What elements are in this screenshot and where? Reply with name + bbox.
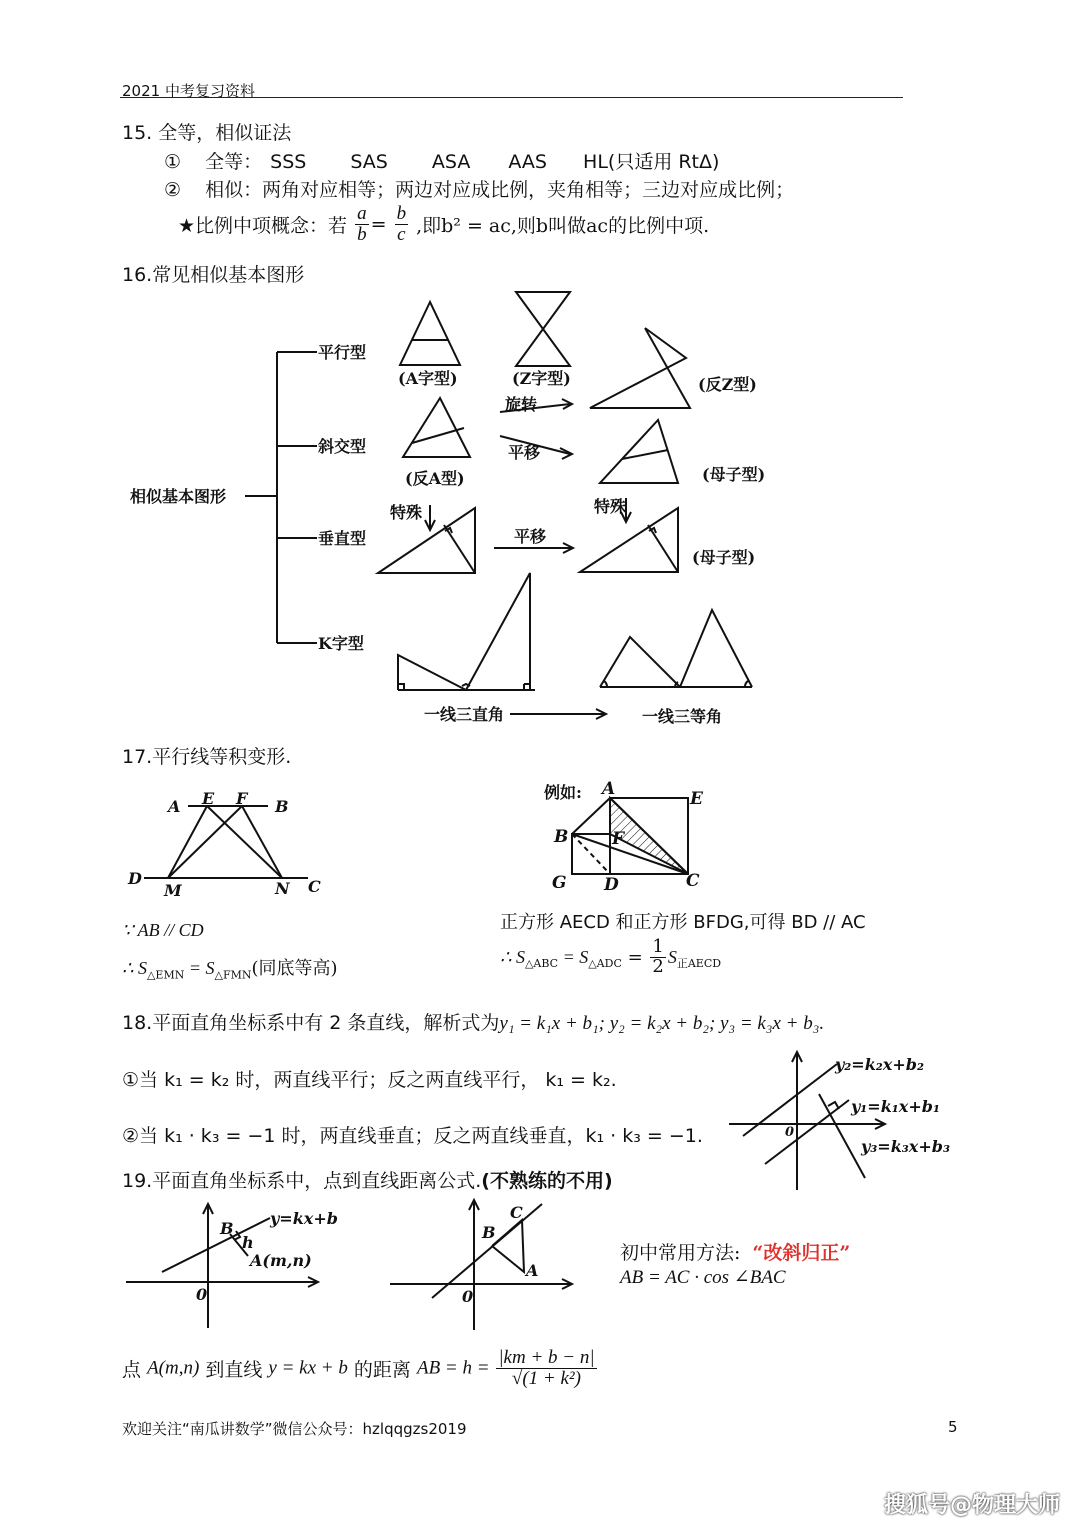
sq-c: C: [686, 871, 700, 891]
pt-c: C: [308, 877, 321, 896]
star-prefix: ★比例中项概念：若: [178, 214, 348, 237]
frac-den-c: c: [397, 223, 406, 245]
f1-a: A(m,n): [250, 1251, 312, 1270]
f1-h: h: [242, 1233, 254, 1252]
pt-m: M: [164, 881, 182, 900]
s17-half: [650, 938, 665, 977]
dist-lhs: AB = h =: [416, 1357, 495, 1379]
dist-mid2: 的距离: [353, 1358, 411, 1381]
s17-area-relation: [500, 938, 721, 977]
frac-a-b: [355, 204, 369, 245]
frac-num-a: a: [357, 203, 367, 224]
dist-den: √(1 + k²): [511, 1367, 581, 1389]
method-formula: AB = AC · cos ∠BAC: [620, 1267, 786, 1288]
s17-r-sub2: △ADC: [588, 956, 622, 970]
label-z-type: (Z字型): [512, 369, 571, 388]
section-15-item2: [164, 175, 794, 202]
s17-r-s3: S: [667, 946, 677, 967]
frac-num-b: b: [396, 203, 407, 224]
s17-r-s1: ∴ S: [500, 946, 525, 967]
section-15-item1: [164, 147, 719, 174]
s17-r-sub3: 正AECD: [676, 956, 722, 970]
s19-title-text: 19.平面直角坐标系中，点到直线距离公式.: [122, 1170, 482, 1192]
label-one-line-three-equal: 一线三等角: [642, 707, 723, 726]
s18-parallel-rule: ①当 k₁ = k₂ 时，两直线平行；反之两直线平行， k₁ = k₂.: [122, 1069, 617, 1091]
s17-r-eq: =: [621, 946, 649, 968]
s17-s2: = S: [184, 958, 215, 978]
label-anti-z: (反Z型): [698, 375, 757, 394]
footer-follow: 欢迎关注“南瓜讲数学”微信公众号：hzlqqgzs2019: [122, 1420, 467, 1438]
half-den: 2: [652, 955, 664, 977]
sq-a: A: [602, 779, 616, 799]
page-number: 5: [948, 1418, 958, 1436]
pt-f: F: [236, 789, 248, 808]
branch-perpendicular: 垂直型: [318, 529, 367, 548]
watermark: 搜狐号@物理大师: [884, 1493, 1061, 1518]
method-name: “改斜归正”: [752, 1242, 851, 1264]
branch-k-type: K字型: [318, 634, 364, 653]
label-translate-1: 平移: [508, 443, 541, 462]
three-lines-graph: [725, 1048, 965, 1194]
sq-b: B: [554, 827, 569, 847]
example-label: 例如:: [544, 783, 582, 802]
f2-c: C: [510, 1203, 523, 1222]
section-18-title: [122, 1008, 824, 1035]
dist-line: y = kx + b: [268, 1357, 348, 1379]
tree-root-label: 相似基本图形: [130, 487, 227, 506]
s17-r-sub1: △ABC: [524, 956, 559, 970]
label-translate-2: 平移: [514, 527, 547, 546]
f1-line-label: y=kx+b: [270, 1209, 338, 1228]
trapezoid-figure: [110, 780, 370, 900]
pt-e: E: [202, 789, 215, 808]
circle-1: ①: [164, 151, 182, 173]
header-rule: [120, 97, 903, 98]
s17-square-statement: 正方形 AECD 和正方形 BFDG,可得 BD // AC: [500, 912, 866, 933]
frac-b-c: [395, 204, 409, 245]
pt-d: D: [128, 869, 142, 888]
pt-n: N: [275, 879, 290, 898]
sq-d: D: [604, 875, 619, 895]
section-17-title: 17.平行线等积变形.: [122, 746, 292, 768]
branch-oblique: 斜交型: [318, 437, 367, 456]
label-special-2: 特殊: [594, 497, 627, 516]
item1-label: 全等：: [205, 151, 263, 173]
cong-sas: SAS: [350, 151, 388, 173]
similar-figures-diagram: [0, 280, 1080, 740]
dist-mid: 到直线: [205, 1358, 263, 1381]
cong-hl: HL(只适用 RtΔ): [583, 151, 720, 173]
section-16-title: 16.常见相似基本图形: [122, 264, 305, 286]
method-line: [620, 1238, 850, 1265]
distance-figure-2: [384, 1196, 584, 1336]
label-a-type: (A字型): [398, 369, 458, 388]
graph-label-y1: y₁=k₁x+b₁: [851, 1097, 940, 1116]
s17-suffix: (同底等高): [251, 958, 338, 979]
label-anti-a: (反A型): [405, 469, 465, 488]
s18-title-formula: y₁ = k₁x + b₁; y₂ = k₂x + b₂; y₃ = k₃x + b₃.: [499, 1013, 825, 1034]
distance-figure-1: [118, 1200, 348, 1334]
pt-a: A: [168, 797, 181, 816]
half-num: 1: [652, 936, 664, 957]
graph-label-y3: y₃=k₃x+b₃: [861, 1137, 950, 1156]
s19-title-bold: (不熟练的不用): [481, 1170, 613, 1192]
sq-f: F: [612, 829, 625, 849]
pt-b: B: [275, 797, 289, 816]
frac-den-b: b: [357, 223, 367, 245]
f1-b: B: [220, 1219, 234, 1238]
dist-num: |km + b − n|: [498, 1347, 595, 1368]
graph-origin: 0: [785, 1125, 795, 1140]
s17-sub2: △FMN: [214, 968, 252, 982]
star-rest: ,即b² = ac,则b叫做ac的比例中项.: [416, 214, 710, 237]
s18-perpendicular-rule: ②当 k₁ · k₃ = −1 时，两直线垂直；反之两直线垂直，k₁ · k₃ = −1.: [122, 1125, 703, 1147]
circle-2: ②: [164, 179, 182, 201]
f2-a: A: [526, 1261, 539, 1280]
squares-figure: [540, 776, 740, 896]
s18-title-text: 18.平面直角坐标系中有 2 条直线，解析式为: [122, 1012, 500, 1034]
sq-g: G: [552, 873, 567, 893]
s17-given: ∵ AB // CD: [122, 920, 204, 940]
label-one-line-three-right: 一线三直角: [424, 705, 505, 724]
dist-fraction: [496, 1348, 596, 1389]
method-label: 初中常用方法:: [620, 1242, 741, 1264]
dist-point: A(m,n): [147, 1357, 200, 1379]
f1-origin: 0: [196, 1285, 208, 1304]
f2-origin: 0: [462, 1287, 474, 1306]
branch-parallel: 平行型: [318, 343, 367, 362]
section-19-title: [122, 1166, 613, 1193]
f2-b: B: [482, 1223, 496, 1242]
dist-prefix: 点: [122, 1358, 142, 1381]
cong-sss: SSS: [270, 151, 307, 173]
label-special-1: 特殊: [390, 503, 423, 522]
cong-asa: ASA: [431, 151, 471, 173]
label-mother-child-2: (母子型): [692, 548, 756, 567]
header-title: 2021 中考复习资料: [122, 82, 255, 100]
label-rotate: 旋转: [505, 395, 538, 414]
label-mother-child-1: (母子型): [702, 465, 766, 484]
section-15-star: ★比例中项概念：若 $\frac{a}{b}$ = $\frac{b}{c}$ ,即b² = ac,则b叫做ac的比例中项.: [178, 203, 710, 245]
section-15-title: 15. 全等，相似证法: [122, 122, 292, 144]
item2-text: 相似：两角对应相等；两边对应成比例，夹角相等；三边对应成比例；: [205, 179, 795, 201]
s17-s1: ∴ S: [122, 958, 147, 978]
s17-r-s2: = S: [558, 946, 589, 967]
graph-label-y2: y₂=k₂x+b₂: [835, 1055, 924, 1074]
sq-e: E: [690, 789, 703, 809]
s17-conclusion: [122, 954, 338, 982]
cong-aas: AAS: [508, 151, 547, 173]
s17-sub1: △EMN: [146, 968, 185, 982]
distance-formula: [122, 1348, 599, 1389]
